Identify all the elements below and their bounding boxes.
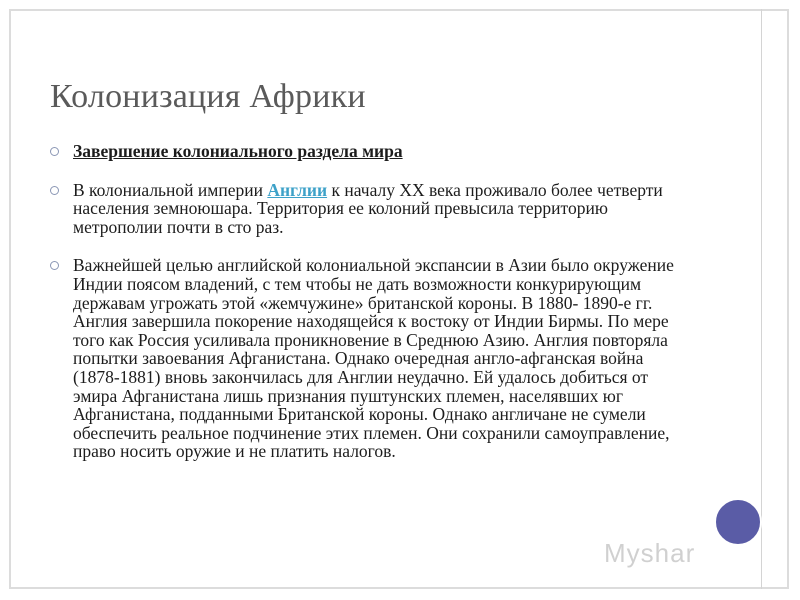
bullet-circle-icon xyxy=(50,186,59,195)
bullet-circle-icon xyxy=(50,261,59,270)
slide-right-rule xyxy=(761,9,762,589)
bullet-circle-icon xyxy=(50,147,59,156)
watermark-text: Myshar xyxy=(604,538,696,568)
bullet-item-heading xyxy=(50,142,690,161)
decorative-circle xyxy=(714,498,762,546)
bullet-empire-text-end: к началу XX века проживало более четверти населения земноюшара. Территория ее колоний превысила территорию метрополии почти в сто раз. xyxy=(73,179,663,237)
slide-title: Колонизация Африки xyxy=(50,78,366,115)
england-link[interactable]: Англии xyxy=(267,179,328,200)
bullet-empire-text-start: В колониальной империи xyxy=(73,179,268,200)
bullet-item-empire xyxy=(50,181,690,237)
bullet-heading-text: Завершение колониального раздела мира xyxy=(73,141,403,161)
bullet-list xyxy=(50,142,690,481)
bullet-asia-text: Важнейшей целью английской колониальной экспансии в Азии было окружение Индии поясом владений, с тем чтобы не дать возможности конкурирующим державам угрожать этой «жемчужине» британской короны. В 1880- 1890-е гг. Англия завершила покорение находящейся к востоку от Индии Бирмы. По мере того как Россия усиливала проникновение в Среднюю Азию. Англия повторяла попытки завоевания Афганистана. Однако очередная англо-афганская война (1878-1881) вновь закончилась для Англии неудачно. Ей удалось добиться от эмира Афганистана лишь признания пуштунских племен, населявших юг Афганистана, подданными Британской короны. Однако англичане не сумели обеспечить реальное подчинение этих племен. Они сохранили самоуправление, право носить оружие и не платить налогов. xyxy=(73,255,674,462)
bullet-item-asia xyxy=(50,256,690,461)
bullet-empire-text xyxy=(73,181,690,237)
